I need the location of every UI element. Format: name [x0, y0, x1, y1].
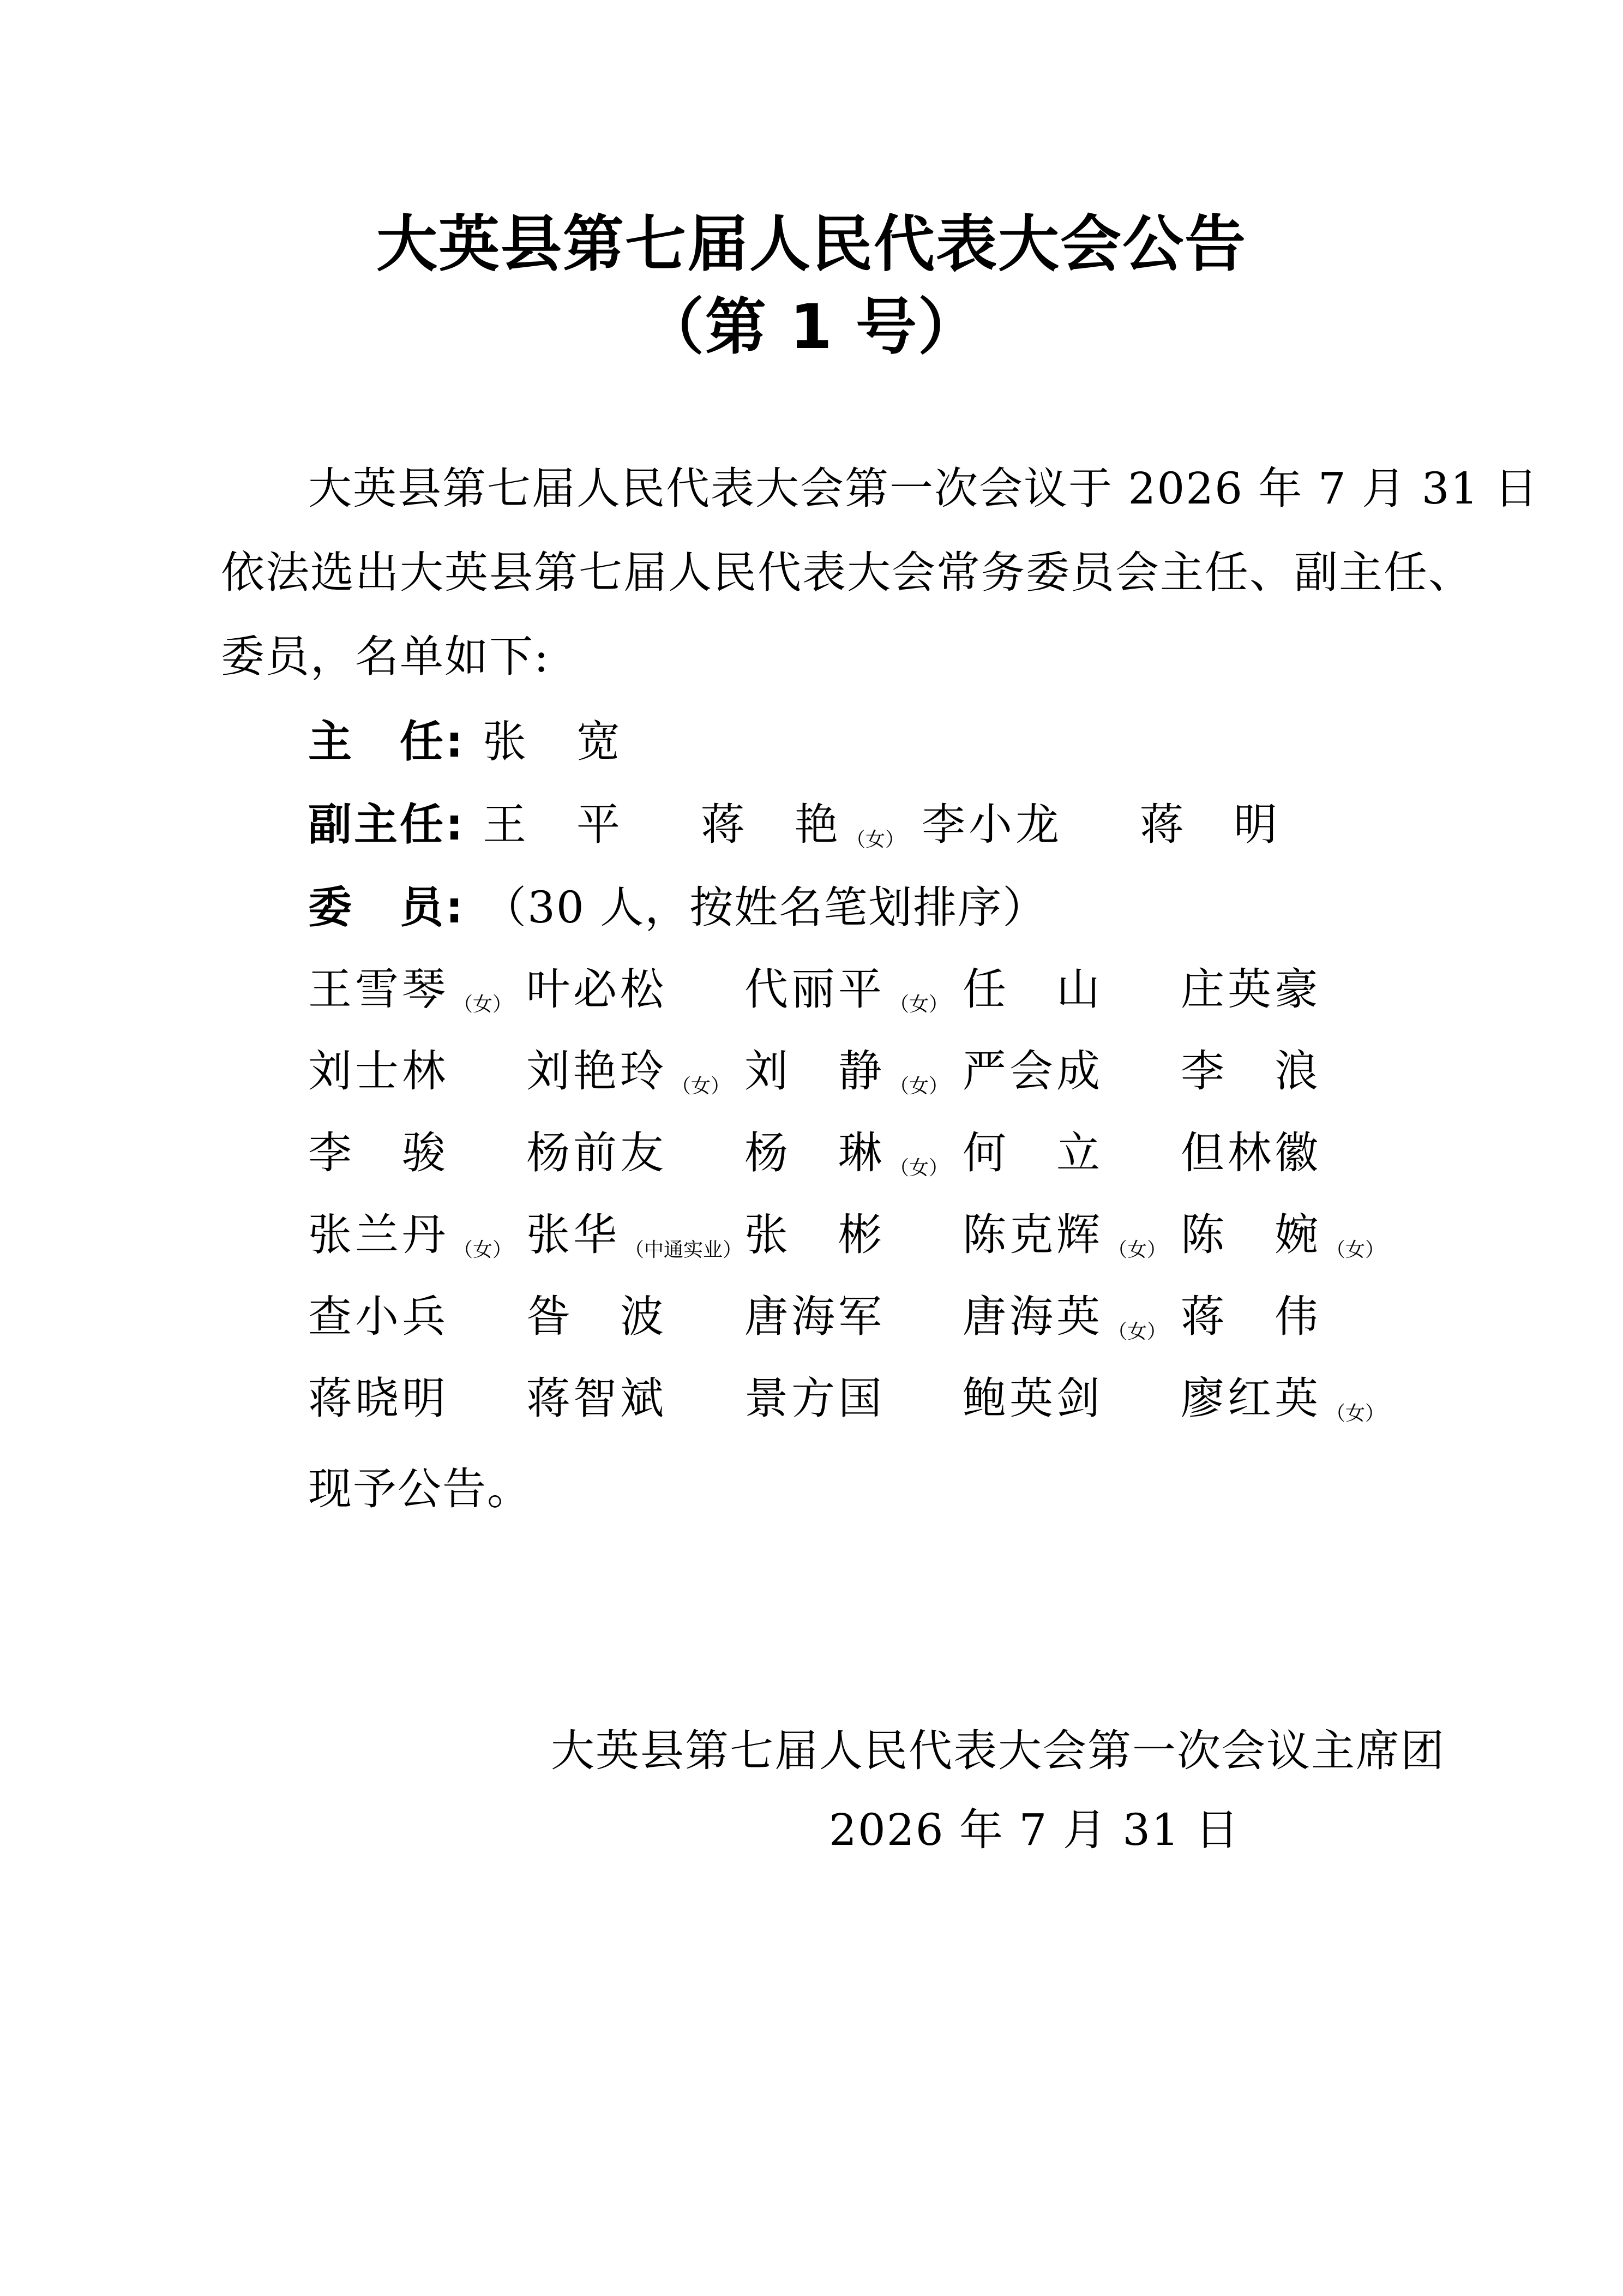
member-name — [308, 1290, 453, 1359]
name-text: 查小兵 — [308, 1291, 449, 1342]
member-name — [963, 1126, 1108, 1196]
member-name — [963, 1290, 1167, 1359]
name-text: 鲍英剑 — [963, 1373, 1103, 1424]
member-name — [744, 1044, 948, 1114]
member-name — [963, 1371, 1108, 1441]
member-name — [744, 1290, 889, 1359]
name-text: 陈克辉 — [963, 1209, 1103, 1260]
member-list — [308, 962, 1442, 1453]
name-text: 张 彬 — [744, 1209, 885, 1260]
member-name — [308, 1371, 453, 1441]
member-name — [308, 1126, 453, 1196]
member-note: （女） — [1326, 1402, 1385, 1425]
vice-director-name — [1140, 798, 1285, 867]
name-text: 蒋智斌 — [526, 1373, 667, 1424]
member-note: （女） — [1108, 1239, 1167, 1261]
name-text: 何 立 — [963, 1128, 1103, 1178]
intro-line-3: 委员，名单如下: — [221, 631, 550, 682]
member-name — [744, 962, 948, 1032]
intro-line-2: 依法选出大英县第七届人民代表大会常务委员会主任、副主任、 — [221, 547, 1473, 598]
director-label: 主 任: — [308, 716, 465, 767]
member-note: （中通实业） — [624, 1239, 743, 1261]
name-text: 杨 琳 — [744, 1128, 885, 1178]
signature: 大英县第七届人民代表大会第一次会议主席团 — [551, 1725, 1445, 1776]
name-text: 李 骏 — [308, 1128, 449, 1178]
signature-date: 2026 年 7 月 31 日 — [829, 1805, 1240, 1855]
member-name — [526, 1208, 742, 1278]
name-text: 刘士林 — [308, 1046, 449, 1096]
member-row — [308, 1208, 1442, 1290]
name-text: 陈 婉 — [1181, 1209, 1321, 1260]
name-text: 廖红英 — [1181, 1373, 1321, 1424]
member-row — [308, 1126, 1442, 1208]
name-text: 蒋 明 — [1140, 799, 1281, 850]
member-name — [1181, 962, 1326, 1032]
name-text: 蒋 艳 — [701, 799, 841, 850]
members-label: 委 员: — [308, 882, 465, 933]
member-name — [963, 962, 1108, 1032]
name-text: 蒋 伟 — [1181, 1291, 1321, 1342]
name-text: 王 平 — [483, 799, 623, 850]
member-note: （女） — [671, 1075, 731, 1098]
member-name — [526, 1290, 671, 1359]
document-title: 大英县第七届人民代表大会公告 — [376, 209, 1247, 280]
member-note: （女） — [1326, 1239, 1385, 1261]
member-name — [526, 1044, 730, 1114]
member-note: （女） — [453, 1239, 513, 1261]
member-row — [308, 1371, 1442, 1453]
director-name: 张 宽 — [483, 716, 623, 767]
vice-director-name — [701, 798, 905, 867]
name-text: 刘艳玲 — [526, 1046, 667, 1096]
member-name — [963, 1208, 1167, 1278]
name-text: 杨前友 — [526, 1128, 667, 1178]
name-text: 蒋晓明 — [308, 1373, 449, 1424]
member-name — [526, 962, 671, 1032]
intro-line-1: 大英县第七届人民代表大会第一次会议于 2026 年 7 月 31 日 — [308, 463, 1539, 514]
name-text: 严会成 — [963, 1046, 1103, 1096]
document-number: （第 1 号） — [643, 292, 980, 363]
name-text: 庄英豪 — [1181, 964, 1321, 1015]
name-text: 王雪琴 — [308, 964, 449, 1015]
member-name — [526, 1371, 671, 1441]
name-text: 刘 静 — [744, 1046, 885, 1096]
name-text: 张华 — [526, 1209, 620, 1260]
name-text: 唐海英 — [963, 1291, 1103, 1342]
member-name — [1181, 1044, 1326, 1114]
name-text: 李 浪 — [1181, 1046, 1321, 1096]
name-text: 李小龙 — [922, 799, 1062, 850]
member-row — [308, 1044, 1442, 1126]
member-row — [308, 962, 1442, 1044]
member-note: （女） — [1108, 1321, 1167, 1343]
name-text: 昝 波 — [526, 1291, 667, 1342]
name-text: 但林徽 — [1181, 1128, 1321, 1178]
member-name — [1181, 1371, 1385, 1441]
name-text: 任 山 — [963, 964, 1103, 1015]
member-name — [308, 962, 512, 1032]
member-note: （女） — [453, 993, 513, 1016]
member-row — [308, 1290, 1442, 1371]
member-name — [1181, 1290, 1326, 1359]
gender-note: （女） — [846, 829, 905, 851]
name-text: 叶必松 — [526, 964, 667, 1015]
member-name — [1181, 1126, 1326, 1196]
vice-director-name — [922, 798, 1067, 867]
member-name — [744, 1126, 948, 1196]
vice-director-label: 副主任: — [308, 799, 465, 850]
name-text: 张兰丹 — [308, 1209, 449, 1260]
member-name — [963, 1044, 1108, 1114]
vice-director-name — [483, 798, 628, 867]
name-text: 景方国 — [744, 1373, 885, 1424]
member-note: （女） — [889, 1075, 949, 1098]
member-note: （女） — [889, 993, 949, 1016]
name-text: 代丽平 — [744, 964, 885, 1015]
member-name — [526, 1126, 671, 1196]
name-text: 唐海军 — [744, 1291, 885, 1342]
member-name — [744, 1208, 889, 1278]
member-note: （女） — [889, 1157, 949, 1179]
member-name — [744, 1371, 889, 1441]
member-name — [308, 1044, 453, 1114]
member-name — [1181, 1208, 1385, 1278]
member-name — [308, 1208, 512, 1278]
members-summary: （30 人，按姓名笔划排序） — [483, 882, 1048, 933]
closing-text: 现予公告。 — [308, 1464, 532, 1514]
